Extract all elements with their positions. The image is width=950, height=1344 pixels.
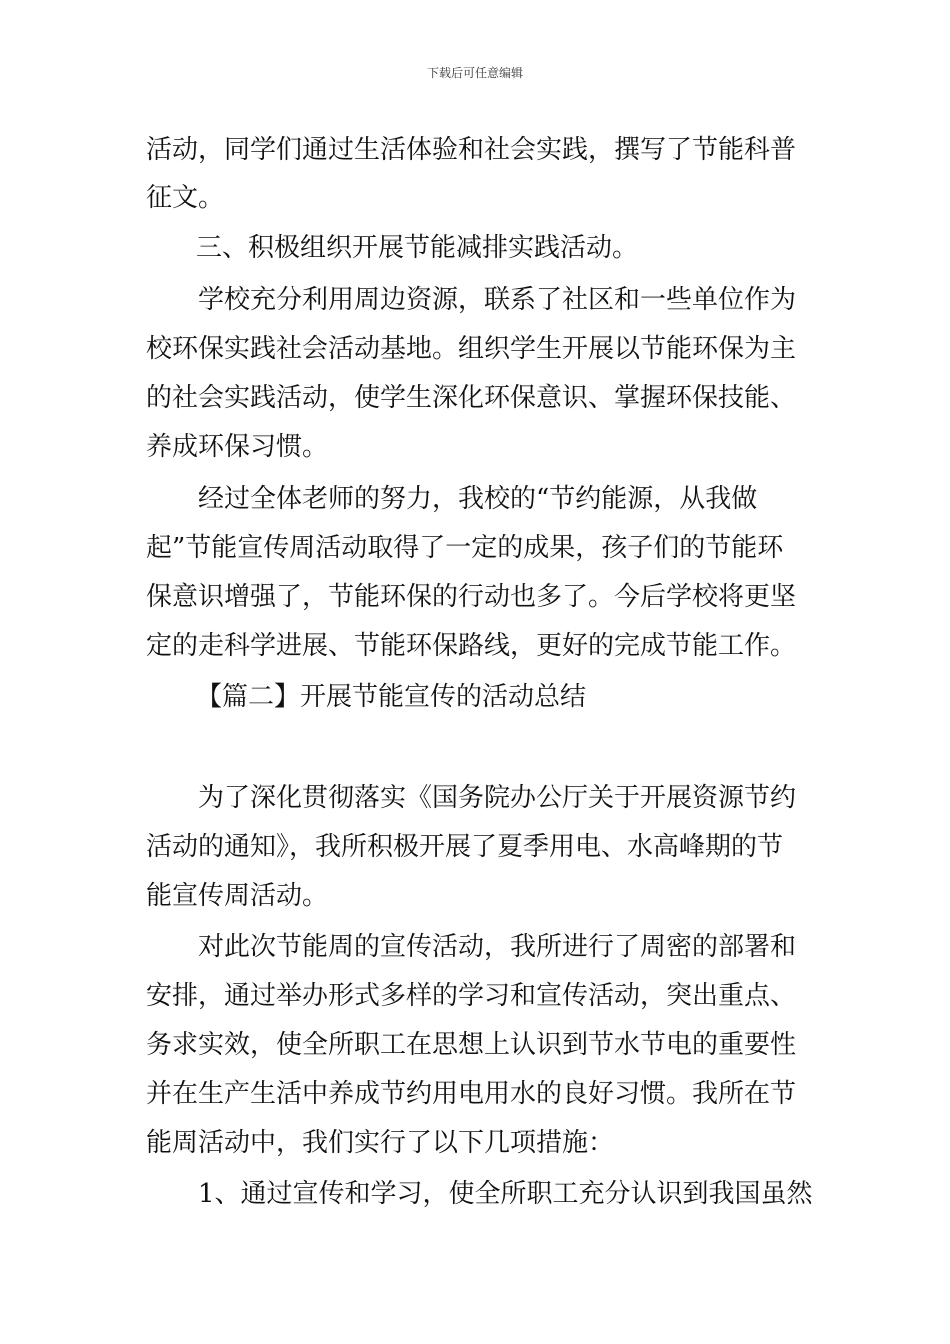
text-line: 学校充分利用周边资源，联系了社区和一些单位作为: [198, 285, 797, 315]
text-line: 活动，同学们通过生活体验和社会实践，撰写了节能科普: [146, 135, 797, 165]
text-line: 对此次节能周的宣传活动，我所进行了周密的部署和: [198, 932, 797, 962]
section-heading: 三、积极组织开展节能减排实践活动。: [196, 233, 639, 263]
text-line: 保意识增强了，节能环保的行动也多了。今后学校将更坚: [146, 582, 797, 612]
text-line: 1、通过宣传和学习，使全所职工充分认识到我国虽然: [198, 1179, 813, 1209]
text-line: 能周活动中，我们实行了以下几项措施：: [146, 1128, 615, 1158]
text-line: 活动的通知》，我所积极开展了夏季用电、水高峰期的节: [146, 832, 784, 862]
text-line: 务求实效，使全所职工在思想上认识到节水节电的重要性: [146, 1030, 797, 1060]
text-line: 校环保实践社会活动基地。组织学生开展以节能环保为主: [146, 334, 797, 364]
text-line: 征文。: [146, 183, 225, 213]
text-line: 经过全体老师的努力，我校的“节约能源，从我做: [198, 484, 758, 514]
text-line: 定的走科学进展、节能环保路线，更好的完成节能工作。: [146, 631, 797, 661]
text-line: 的社会实践活动，使学生深化环保意识、掌握环保技能、: [146, 383, 797, 413]
text-line: 起”节能宣传周活动取得了一定的成果，孩子们的节能环: [146, 533, 784, 563]
text-line: 养成环保习惯。: [146, 432, 329, 462]
text-line: 并在生产生活中养成节约用电用水的良好习惯。我所在节: [146, 1079, 797, 1109]
text-line: 为了深化贯彻落实《国务院办公厅关于开展资源节约: [198, 783, 797, 813]
chapter-heading: 【篇二】开展节能宣传的活动总结: [196, 682, 587, 712]
page-header: 下载后可任意编辑: [426, 66, 523, 80]
text-line: 能宣传周活动。: [146, 881, 329, 911]
text-line: 安排，通过举办形式多样的学习和宣传活动，突出重点、: [146, 981, 797, 1011]
